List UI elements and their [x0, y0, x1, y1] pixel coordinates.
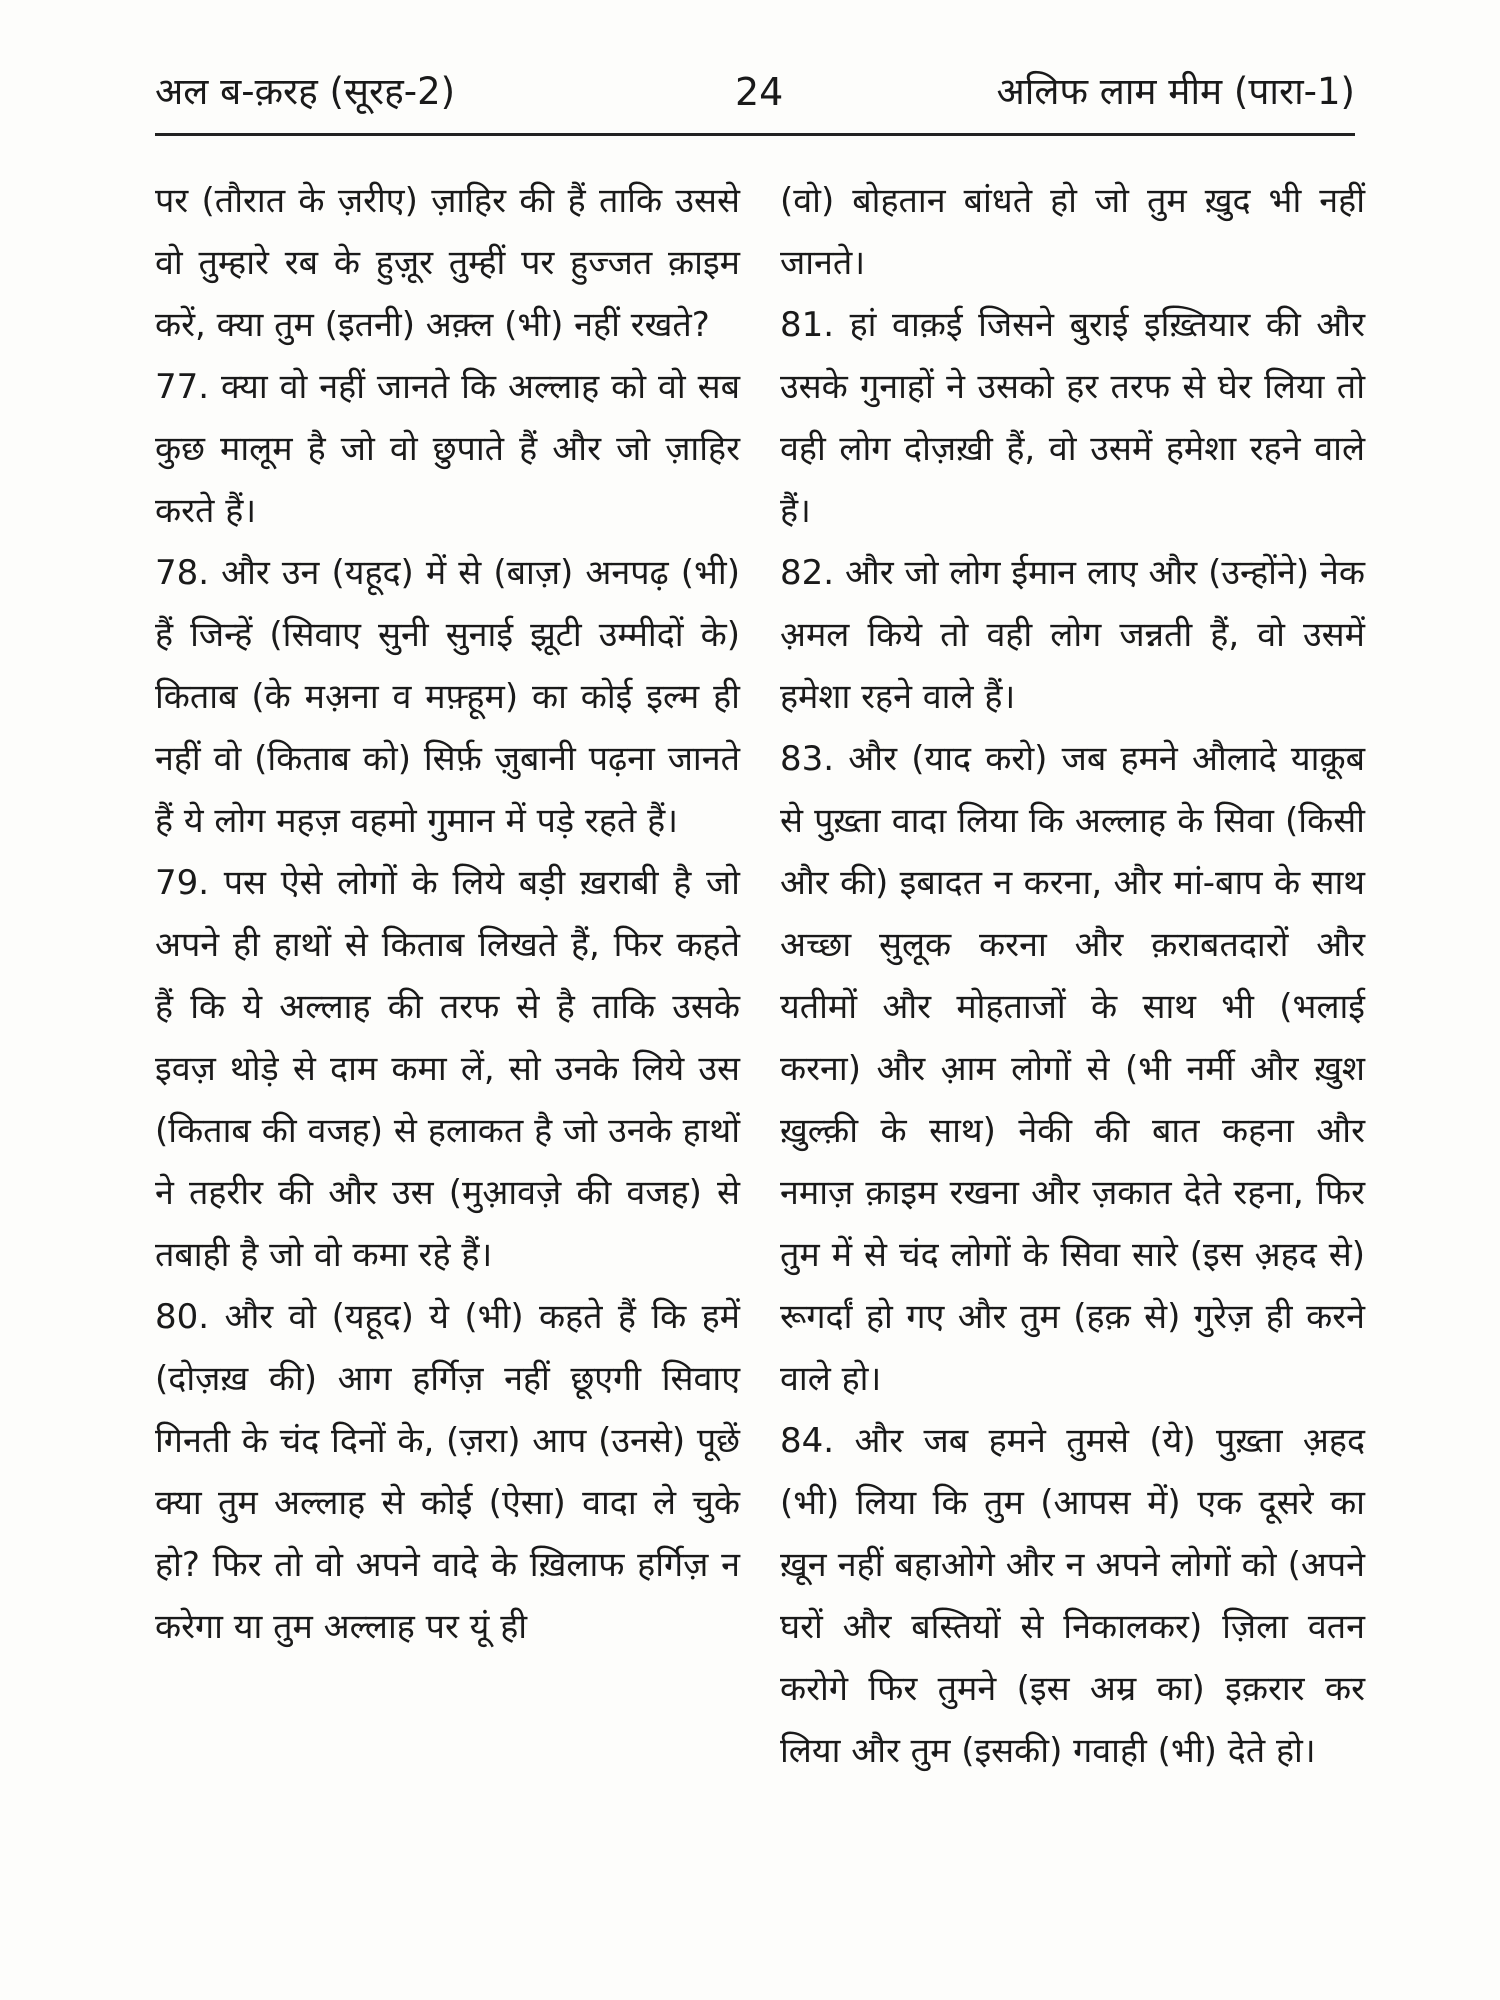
right-column: [780, 170, 1365, 1782]
header-divider: [155, 133, 1355, 136]
verse-paragraph: 82. और जो लोग ईमान लाए और (उन्होंने) नेक अ़मल किये तो वही लोग जन्नती हैं, वो उसमें हमेशा रहने वाले हैं।: [780, 553, 1365, 717]
verse-paragraph: 84. और जब हमने तुमसे (ये) पुख़्ता अ़हद (भी) लिया कि तुम (आपस में) एक दूसरे का ख़ून नहीं बहाओगे और न अपने लोगों को (अपने घरों और बस्तियों से निकालकर) ज़िला वतन करोगे फिर तुमने (इस अम्र का) इक़रार कर लिया और तुम (इसकी) गवाही (भी) देते हो।: [780, 1421, 1365, 1771]
left-column: [155, 170, 740, 1658]
verse-paragraph: 83. और (याद करो) जब हमने औलादे याक़ूब से पुख़्ता वादा लिया कि अल्लाह के सिवा (किसी और की) इबादत न करना, और मां-बाप के साथ अच्छा सुलूक करना और क़राबतदारों और यतीमों और मोहताजों के साथ भी (भलाई करना) और आ़म लोगों से (भी नर्मी और ख़ुश ख़ुल्क़ी के साथ) नेकी की बात कहना और नमाज़ क़ाइम रखना और ज़कात देते रहना, फिर तुम में से चंद लोगों के सिवा सारे (इस अ़हद से) रूगर्दां हो गए और तुम (हक़ से) गुरेज़ ही करने वाले हो।: [780, 739, 1365, 1399]
header-surah-title: अल ब-क़रह (सूरह-2): [155, 70, 456, 113]
verse-paragraph: (वो) बोहतान बांधते हो जो तुम ख़ुद भी नहीं जानते।: [780, 181, 1365, 283]
verse-paragraph: 78. और उन (यहूद) में से (बाज़) अनपढ़ (भी) हैं जिन्हें (सिवाए सुनी सुनाई झूटी उम्मीदों के) किताब (के मअ़ना व मफ़्हूम) का कोई इल्म ही नहीं वो (किताब को) सिर्फ़ ज़ुबानी पढ़ना जानते हैं ये लोग महज़ वहमो गुमान में पड़े रहते हैं।: [155, 553, 740, 841]
verse-paragraph: 81. हां वाक़ई जिसने बुराई इख़्तियार की और उसके गुनाहों ने उसको हर तरफ से घेर लिया तो वही लोग दोज़ख़ी हैं, वो उसमें हमेशा रहने वाले हैं।: [780, 305, 1365, 531]
running-header: [155, 62, 1355, 122]
page-number: 24: [735, 70, 784, 114]
verse-paragraph: 80. और वो (यहूद) ये (भी) कहते हैं कि हमें (दोज़ख़ की) आग हर्गिज़ नहीं छूएगी सिवाए गिनती के चंद दिनों के, (ज़रा) आप (उनसे) पूछें क्या तुम अल्लाह से कोई (ऐसा) वादा ले चुके हो? फिर तो वो अपने वादे के ख़िलाफ हर्गिज़ न करेगा या तुम अल्लाह पर यूं ही: [155, 1297, 740, 1647]
header-para-title: अलिफ लाम मीम (पारा-1): [996, 70, 1355, 113]
verse-paragraph: 77. क्या वो नहीं जानते कि अल्लाह को वो सब कुछ मालूम है जो वो छुपाते हैं और जो ज़ाहिर करते हैं।: [155, 367, 740, 531]
verse-paragraph: पर (तौरात के ज़रीए) ज़ाहिर की हैं ताकि उससे वो तुम्हारे रब के हुज़ूर तुम्हीं पर हुज्जत क़ाइम करें, क्या तुम (इतनी) अक़्ल (भी) नहीं रखते?: [155, 181, 740, 345]
verse-paragraph: 79. पस ऐसे लोगों के लिये बड़ी ख़राबी है जो अपने ही हाथों से किताब लिखते हैं, फिर कहते हैं कि ये अल्लाह की तरफ से है ताकि उसके इवज़ थोड़े से दाम कमा लें, सो उनके लिये उस (किताब की वजह) से हलाकत है जो उनके हाथों ने तहरीर की और उस (मुआ़वज़े की वजह) से तबाही है जो वो कमा रहे हैं।: [155, 863, 740, 1275]
